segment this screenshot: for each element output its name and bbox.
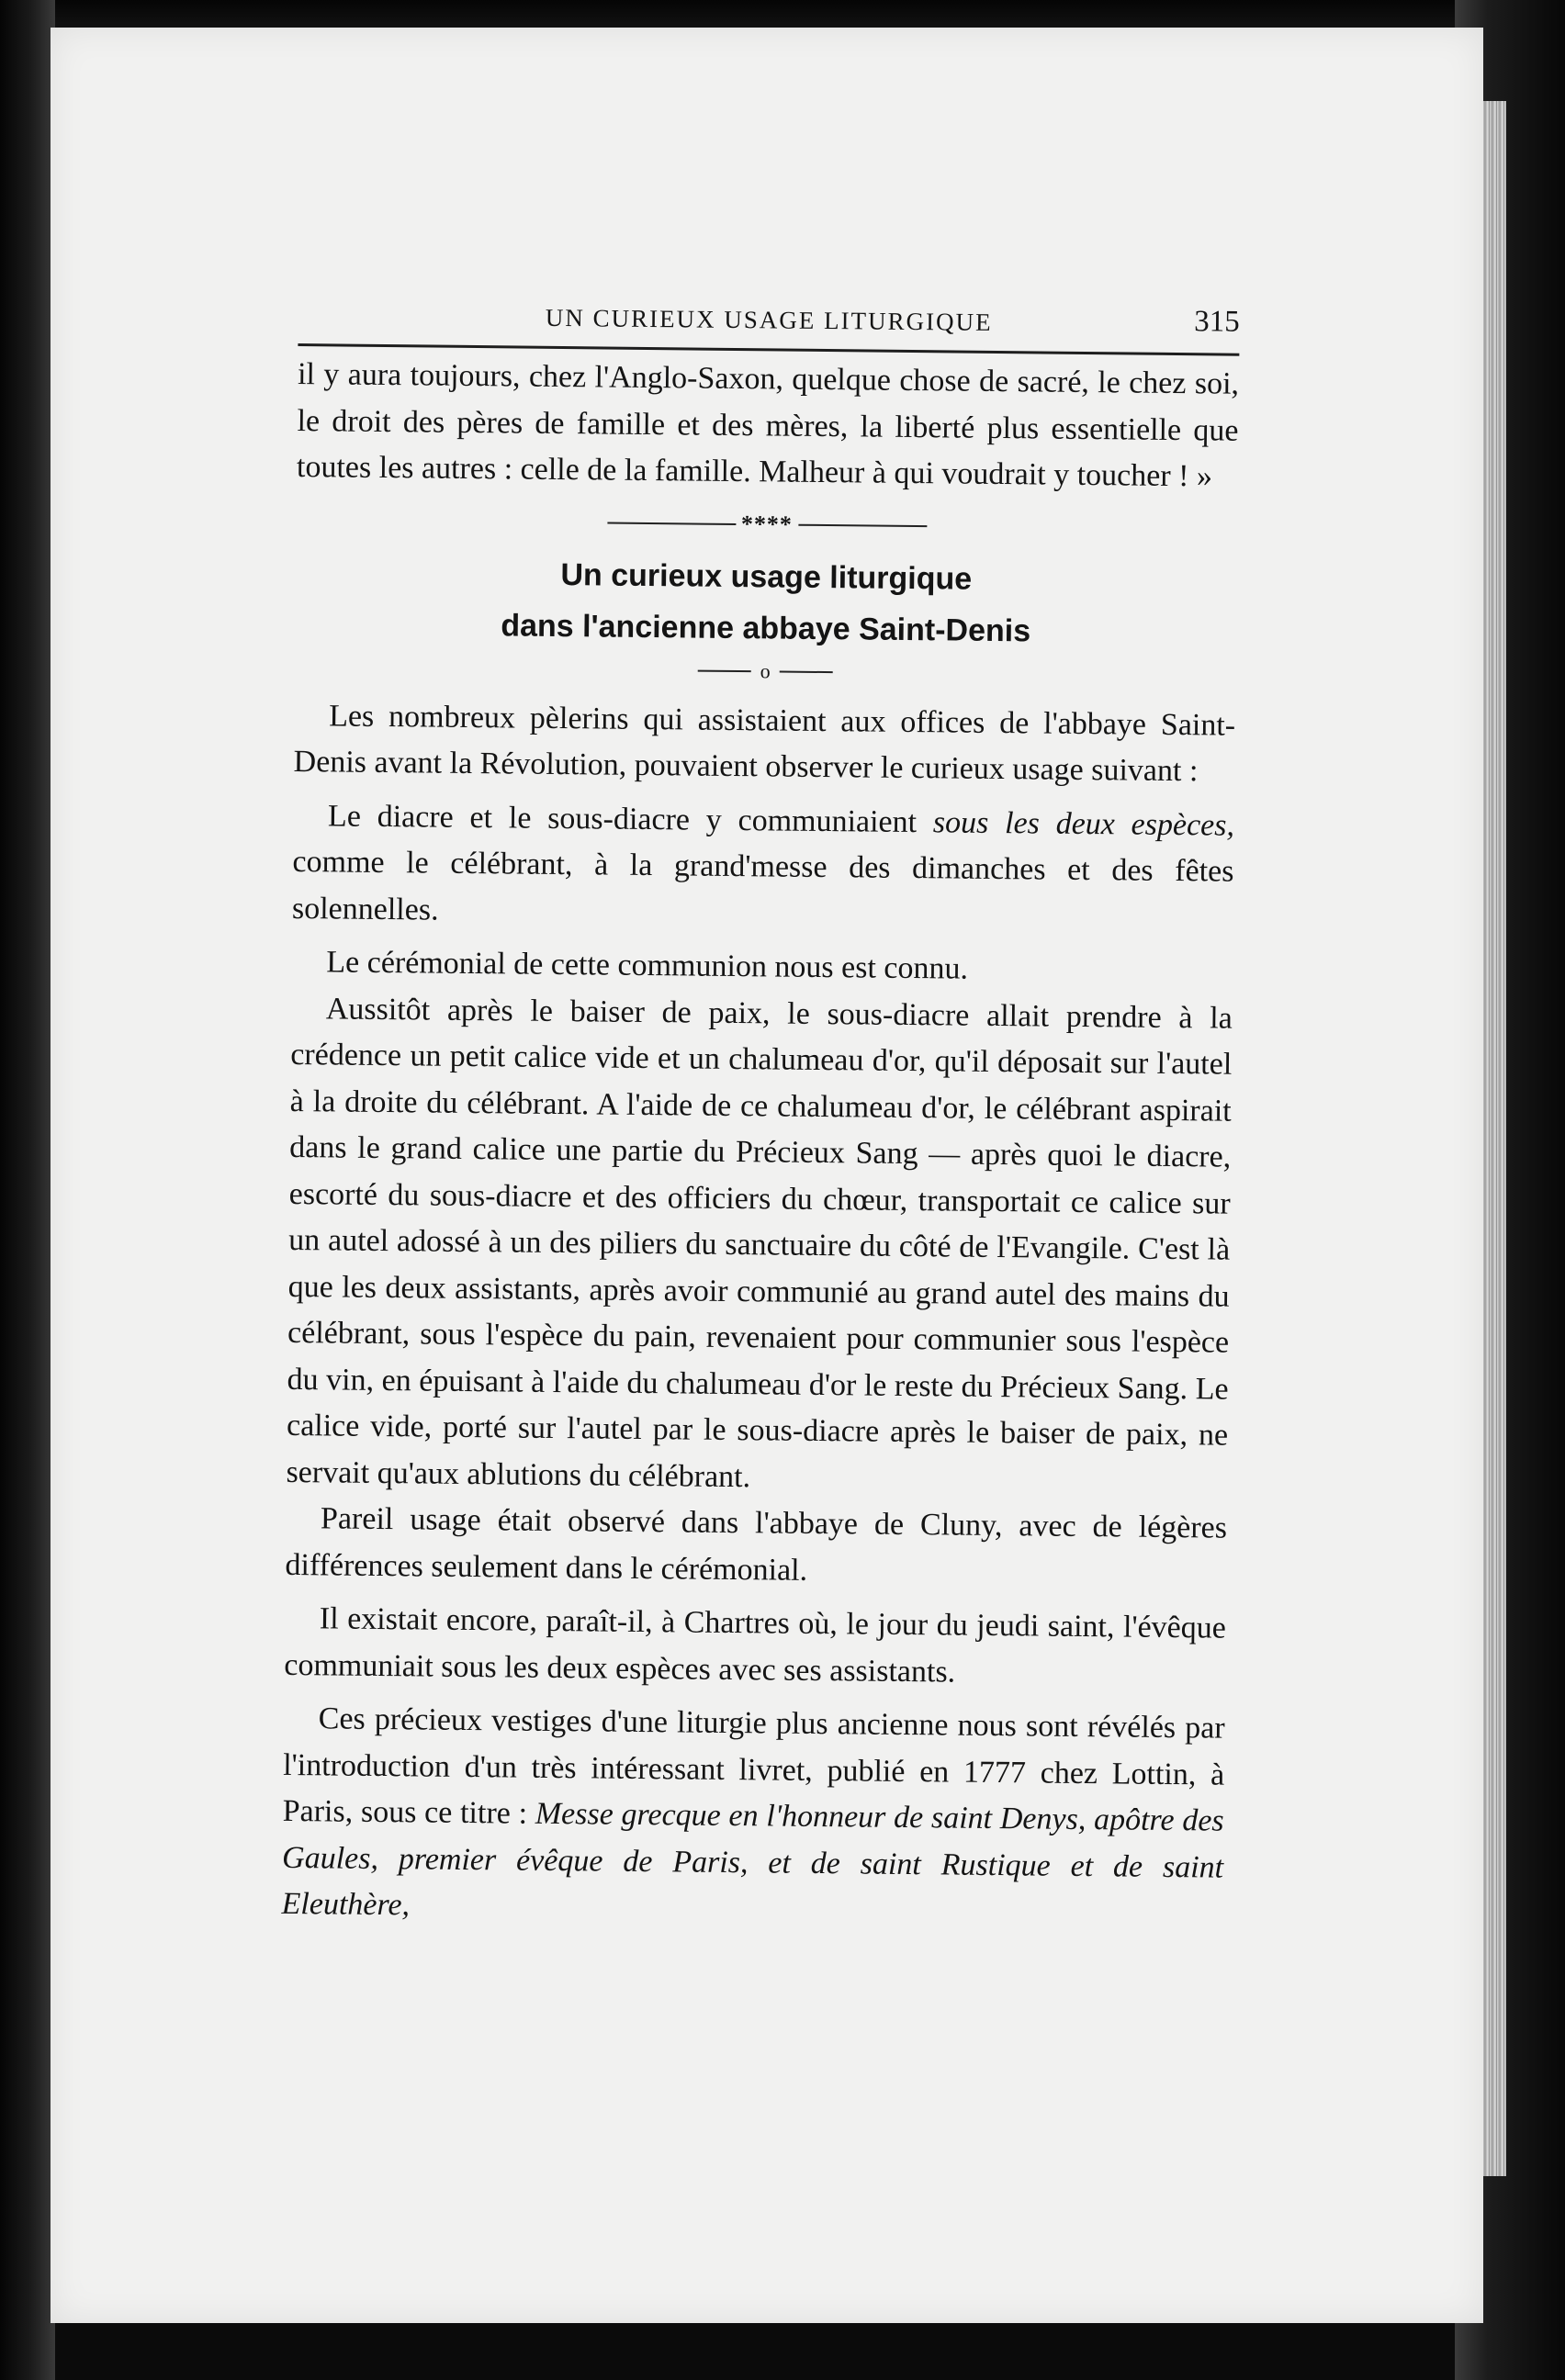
- book-page: [51, 28, 1483, 2323]
- paragraph-1: Les nombreux pèlerins qui assistaient aux offices de l'abbaye Saint-Denis avant la Révolution, pouvaient observer le curieux usage suivant :: [293, 698, 1236, 789]
- separator-line-right: [798, 523, 927, 526]
- separator-line-left: [607, 522, 736, 524]
- scan-border-left: [0, 0, 55, 2380]
- paragraph-4: Aussitôt après le baiser de paix, le sous-diacre allait prendre à la crédence un petit calice vide et un chalumeau d'or, qu'il déposait sur l'autel à la droite du célébrant. A l'aide de ce chalumeau d'or, le célébrant aspirait dans le grand calice une partie du Précieux Sang — après quoi le diacre, escorté du sous-diacre et des officiers du chœur, transportait ce calice sur un autel adossé à un des piliers du sanctuaire du côté de l'Evangile. C'est là que les deux assistants, après avoir communié au grand autel des mains du célébrant, sous l'espèce du pain, revenaient pour communier sous l'espèce du vin, en épuisant à l'aide du chalumeau d'or le reste du Précieux Sang. Le calice vide, porté sur l'autel par le sous-diacre après le baiser de paix, ne servait qu'aux ablutions du célébrant.: [286, 991, 1233, 1494]
- paragraph-2: [292, 792, 1235, 941]
- title-separator-line-right: [780, 670, 833, 673]
- paragraph-7-italic: Messe grecque en l'honneur de saint Denys, apôtre des Gaules, premier évêque de Paris, et de saint Rustique et de saint Eleuthère,: [281, 1796, 1224, 1923]
- section-separator: [296, 505, 1237, 543]
- title-separator-mark: o: [760, 658, 771, 682]
- paragraph-3: Le cérémonial de cette communion nous est connu.: [326, 945, 969, 986]
- running-header: [298, 294, 1240, 356]
- title-separator: [295, 654, 1236, 688]
- title-separator-line-left: [698, 669, 751, 672]
- paragraph-7: [281, 1696, 1225, 1937]
- article-title-line-1: Un curieux usage liturgique: [560, 556, 973, 597]
- paragraph-2-end: comme le célébrant, à la grand'messe des dimanches et des fêtes solennelles.: [291, 844, 1234, 927]
- carryover-paragraph: il y aura toujours, chez l'Anglo-Saxon, quelque chose de sacré, le chez soi, le droit des pères de famille et des mères, la liberté plus essentielle que toutes les autres : celle de la famille. Malheur à qui voudrait y toucher ! »: [296, 356, 1240, 494]
- paragraph-6: Il existait encore, paraît-il, à Chartres où, le jour du jeudi saint, l'évêque communiait sous les deux espèces avec ses assistants.: [284, 1601, 1227, 1690]
- paragraph-2-start: Le diacre et le sous-diacre y communiaient: [327, 798, 934, 839]
- paragraph-2-italic: sous les deux espèces,: [932, 804, 1235, 843]
- paragraph-7-start: Ces précieux vestiges d'une liturgie plus ancienne nous sont révélés par l'introduction d'un très intéressant livret, publié en 1777 chez Lottin, à Paris, sous ce titre :: [282, 1701, 1225, 1831]
- page-content: [281, 294, 1240, 1937]
- separator-stars: ****: [740, 510, 794, 538]
- page-number: 315: [1194, 305, 1240, 339]
- article-title-line-2: dans l'ancienne abbaye Saint-Denis: [501, 607, 1031, 648]
- paragraph-5: Pareil usage était observé dans l'abbaye de Cluny, avec de légères différences seulement dans le cérémonial.: [285, 1501, 1228, 1588]
- running-title: UN CURIEUX USAGE LITURGIQUE: [545, 303, 993, 336]
